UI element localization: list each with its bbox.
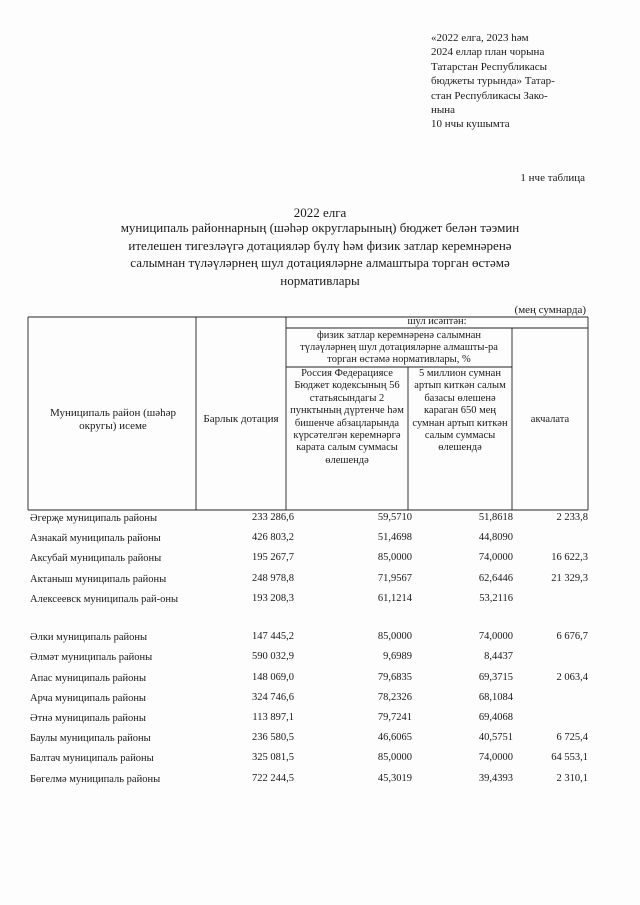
table-row (28, 509, 588, 529)
row-m5: 69,4068 (478, 712, 513, 723)
row-money: 6 676,7 (556, 631, 588, 643)
note-line: бюджеты турында» Татар- (431, 75, 555, 88)
row-rf: 59,5710 (377, 512, 412, 523)
row-m5: 53,2116 (479, 592, 513, 604)
row-m5: 74,0000 (478, 552, 513, 564)
row-rf: 46,6065 (377, 732, 412, 744)
row-name: Апас муниципаль районы (30, 672, 146, 684)
header-col-rf: Россия Федерациясе Бюджет кодексының 56 статьясындагы 2 пунктының дүртенче һәм бишенче абзацларында күрсәтелгән керемнәргә карата салым суммасы өлешендә (290, 368, 404, 466)
table-row (28, 549, 588, 569)
row-name: Бөгелмә муниципаль районы (30, 773, 161, 785)
table-row (28, 590, 588, 629)
row-m5: 62,6446 (478, 572, 513, 584)
row-rf: 85,0000 (377, 631, 412, 643)
row-money: 6 725,4 (556, 732, 588, 744)
row-rf: 45,3019 (377, 772, 412, 784)
row-name: Балтач муниципаль районы (30, 753, 154, 765)
table-body (28, 509, 588, 790)
row-rf: 61,1214 (377, 592, 412, 604)
note-line: нына (431, 104, 456, 117)
row-name: Баулы муниципаль районы (30, 733, 151, 745)
row-total: 236 580,5 (252, 732, 294, 744)
row-name: Азнакай муниципаль районы (30, 533, 161, 545)
row-name: Актаныш муниципаль районы (30, 573, 167, 585)
row-total: 426 803,2 (252, 532, 294, 544)
row-total: 147 445,2 (252, 631, 294, 643)
table-row (28, 529, 588, 549)
row-rf: 85,0000 (377, 752, 412, 764)
row-total: 590 032,9 (252, 651, 294, 663)
row-name: Әлки муниципаль районы (30, 632, 148, 644)
row-total: 248 978,8 (252, 572, 294, 584)
units-label: (мең сумнарда) (514, 304, 586, 316)
row-total: 195 267,7 (252, 552, 294, 564)
row-money: 2 233,8 (556, 512, 588, 523)
row-m5: 40,5751 (478, 732, 513, 744)
row-money: 16 622,3 (551, 552, 588, 564)
table-row (28, 749, 588, 769)
title-line: нормативлары (280, 272, 360, 288)
row-money: 2 310,1 (556, 772, 588, 784)
document-year: 2022 елга (293, 205, 347, 220)
row-money: 21 329,3 (551, 572, 588, 584)
table-row (28, 628, 588, 648)
row-m5: 39,4393 (478, 772, 513, 784)
row-total: 148 069,0 (252, 671, 294, 683)
row-total: 193 208,3 (252, 592, 294, 604)
row-money: 64 553,1 (551, 752, 588, 764)
row-rf: 51,4698 (377, 532, 412, 544)
row-rf: 78,2326 (377, 691, 412, 703)
note-line: Татарстан Республикасы (431, 60, 547, 73)
table-row (28, 709, 588, 729)
table-row (28, 689, 588, 709)
title-line: салымнан түләүләрнең шул дотацияләрне алмаштыра торган өстәмә (130, 255, 510, 270)
row-total: 324 746,6 (252, 691, 294, 703)
row-rf: 9,6989 (383, 651, 412, 663)
header-name: Муниципаль район (шәһәр округы) исеме (50, 406, 176, 432)
row-rf: 79,6835 (377, 671, 412, 683)
row-total: 113 897,1 (252, 712, 294, 723)
row-m5: 51,8618 (478, 512, 513, 523)
table-row (28, 669, 588, 689)
note-line: 2024 еллар план чорына (431, 46, 545, 59)
row-money: 2 063,4 (556, 671, 588, 683)
row-m5: 44,8090 (478, 532, 513, 544)
title-line: ителешен тигезләүгә дотацияләр бүлү һәм физик затлар керемнәренә (128, 237, 512, 253)
row-name: Әгерҗе муниципаль районы (30, 513, 158, 524)
header-money: акчалата (530, 413, 570, 425)
note-line: 10 нчы кушымта (431, 118, 510, 131)
row-m5: 74,0000 (478, 752, 513, 764)
note-line: «2022 елга, 2023 һәм (431, 32, 529, 44)
row-total: 722 244,5 (252, 772, 294, 784)
table-number: 1 нче таблица (520, 172, 585, 184)
row-name: Әтнә муниципаль районы (30, 713, 146, 724)
row-name: Әлмәт муниципаль районы (30, 652, 153, 664)
table-row (28, 570, 588, 590)
row-rf: 79,7241 (377, 712, 412, 723)
row-rf: 71,9567 (377, 572, 412, 584)
row-m5: 74,0000 (478, 631, 513, 643)
table-row (28, 729, 588, 749)
header-total: Барлык дотация (203, 413, 279, 426)
row-m5: 68,1084 (478, 691, 513, 703)
row-m5: 69,3715 (478, 671, 513, 683)
row-name: Арча муниципаль районы (30, 692, 146, 704)
row-name: Аксубай муниципаль районы (30, 553, 162, 565)
note-line: стан Республикасы Зако- (431, 89, 548, 102)
header-including: шул исәптән: (407, 316, 467, 328)
table-row (28, 770, 588, 790)
row-total: 233 286,6 (252, 512, 294, 523)
title-line: муниципаль районнарның (шәһәр округларының) бюджет белән тәэмин (120, 220, 520, 235)
row-m5: 8,4437 (484, 651, 513, 663)
table-row (28, 648, 588, 668)
header-norm-group: физик затлар керемнәренә салымнан түләүләрнең шул дотацияләрне алмашты-ра торган өстәмә нормативлары, % (300, 329, 498, 366)
row-total: 325 081,5 (252, 752, 294, 764)
row-rf: 85,0000 (377, 552, 412, 564)
row-name: Алексеевск муниципаль рай-оны (30, 593, 179, 605)
header-col-5mln: 5 миллион сумнан артып киткән салым базасы өлешенә караган 650 мең сумнан артып киткән салым суммасы өлешендә (412, 368, 508, 454)
